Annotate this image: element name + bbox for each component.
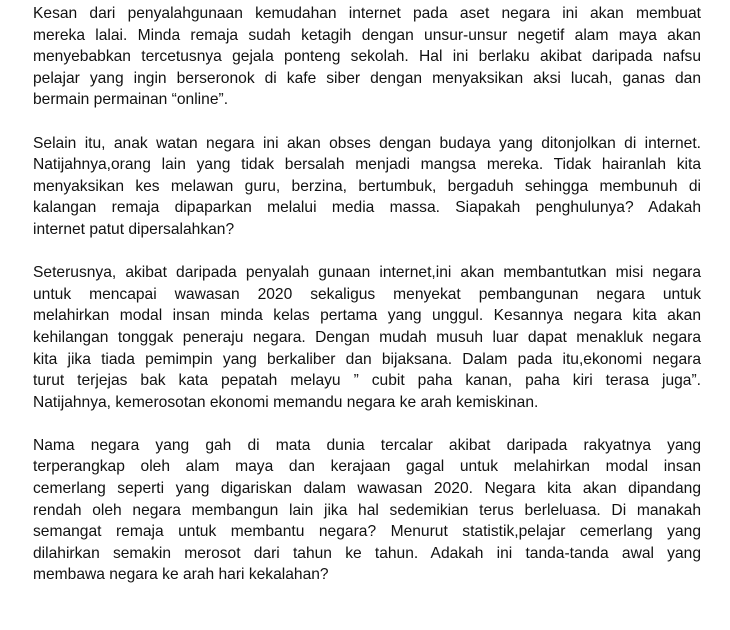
text-line: Natijahnya,orang lain yang tidak bersalah menjadi mangsa mereka. Tidak hairanlah kita xyxy=(33,156,701,174)
text-line: Seterusnya, akibat daripada penyalah gunaan internet,ini akan membantutkan misi negara xyxy=(33,264,701,282)
text-line: cemerlang seperti yang digariskan dalam wawasan 2020. Negara kita akan dipandang xyxy=(33,480,701,498)
text-line: Kesan dari penyalahgunaan kemudahan internet pada aset negara ini akan membuat xyxy=(33,5,701,22)
text-line: Selain itu, anak watan negara ini akan obses dengan budaya yang ditonjolkan di internet. xyxy=(33,134,701,152)
text-line: menyaksikan kes melawan guru, berzina, bertumbuk, bergaduh sehingga membunuh di xyxy=(33,177,701,195)
text-line: semangat remaja untuk membantu negara? Menurut statistik,pelajar cemerlang yang xyxy=(33,523,701,541)
text-line: melahirkan modal insan minda kelas pertama yang unggul. Kesannya negara kita akan xyxy=(33,307,701,325)
text-line: menyebabkan tercetusnya gejala ponteng sekolah. Hal ini berlaku akibat daripada nafsu xyxy=(33,48,701,66)
paragraph-2 xyxy=(33,133,701,241)
text-line: kita jika tiada pemimpin yang berkaliber dan bijaksana. Dalam pada itu,ekonomi negara xyxy=(33,350,701,368)
text-line: kalangan remaja dipaparkan melalui media massa. Siapakah penghulunya? Adakah xyxy=(33,199,701,217)
text-line: Nama negara yang gah di mata dunia tercalar akibat daripada rakyatnya yang xyxy=(33,436,701,454)
text-line: pelajar yang ingin berseronok di kafe siber dengan menyaksikan aksi lucah, ganas dan xyxy=(33,69,701,87)
text-line: rendah oleh negara membangun lain jika hal sedemikian terus berleluasa. Di manakah xyxy=(33,501,701,519)
text-line: turut terjejas bak kata pepatah melayu ” cubit paha kanan, paha kiri terasa juga”. xyxy=(33,372,701,390)
text-line: Natijahnya, kemerosotan ekonomi memandu negara ke arah kemiskinan. xyxy=(33,393,539,411)
text-line: bermain permainan “online”. xyxy=(33,91,229,109)
paragraph-4 xyxy=(33,435,701,586)
text-line: internet patut dipersalahkan? xyxy=(33,220,235,238)
paragraph-3 xyxy=(33,262,701,413)
text-line: untuk mencapai wawasan 2020 sekaligus menyekat pembangunan negara untuk xyxy=(33,285,701,303)
text-line: terperangkap oleh alam maya dan kerajaan gagal untuk melahirkan modal insan xyxy=(33,458,701,476)
text-line: mereka lalai. Minda remaja sudah ketagih dengan unsur-unsur negetif alam maya akan xyxy=(33,26,701,44)
document-body xyxy=(33,3,701,608)
text-line: membawa negara ke arah hari kekalahan? xyxy=(33,566,329,584)
text-line: kehilangan tonggak peneraju negara. Dengan mudah musuh luar dapat menakluk negara xyxy=(33,328,701,346)
paragraph-1 xyxy=(33,3,701,111)
text-line: dilahirkan semakin merosot dari tahun ke tahun. Adakah ini tanda-tanda awal yang xyxy=(33,544,701,562)
